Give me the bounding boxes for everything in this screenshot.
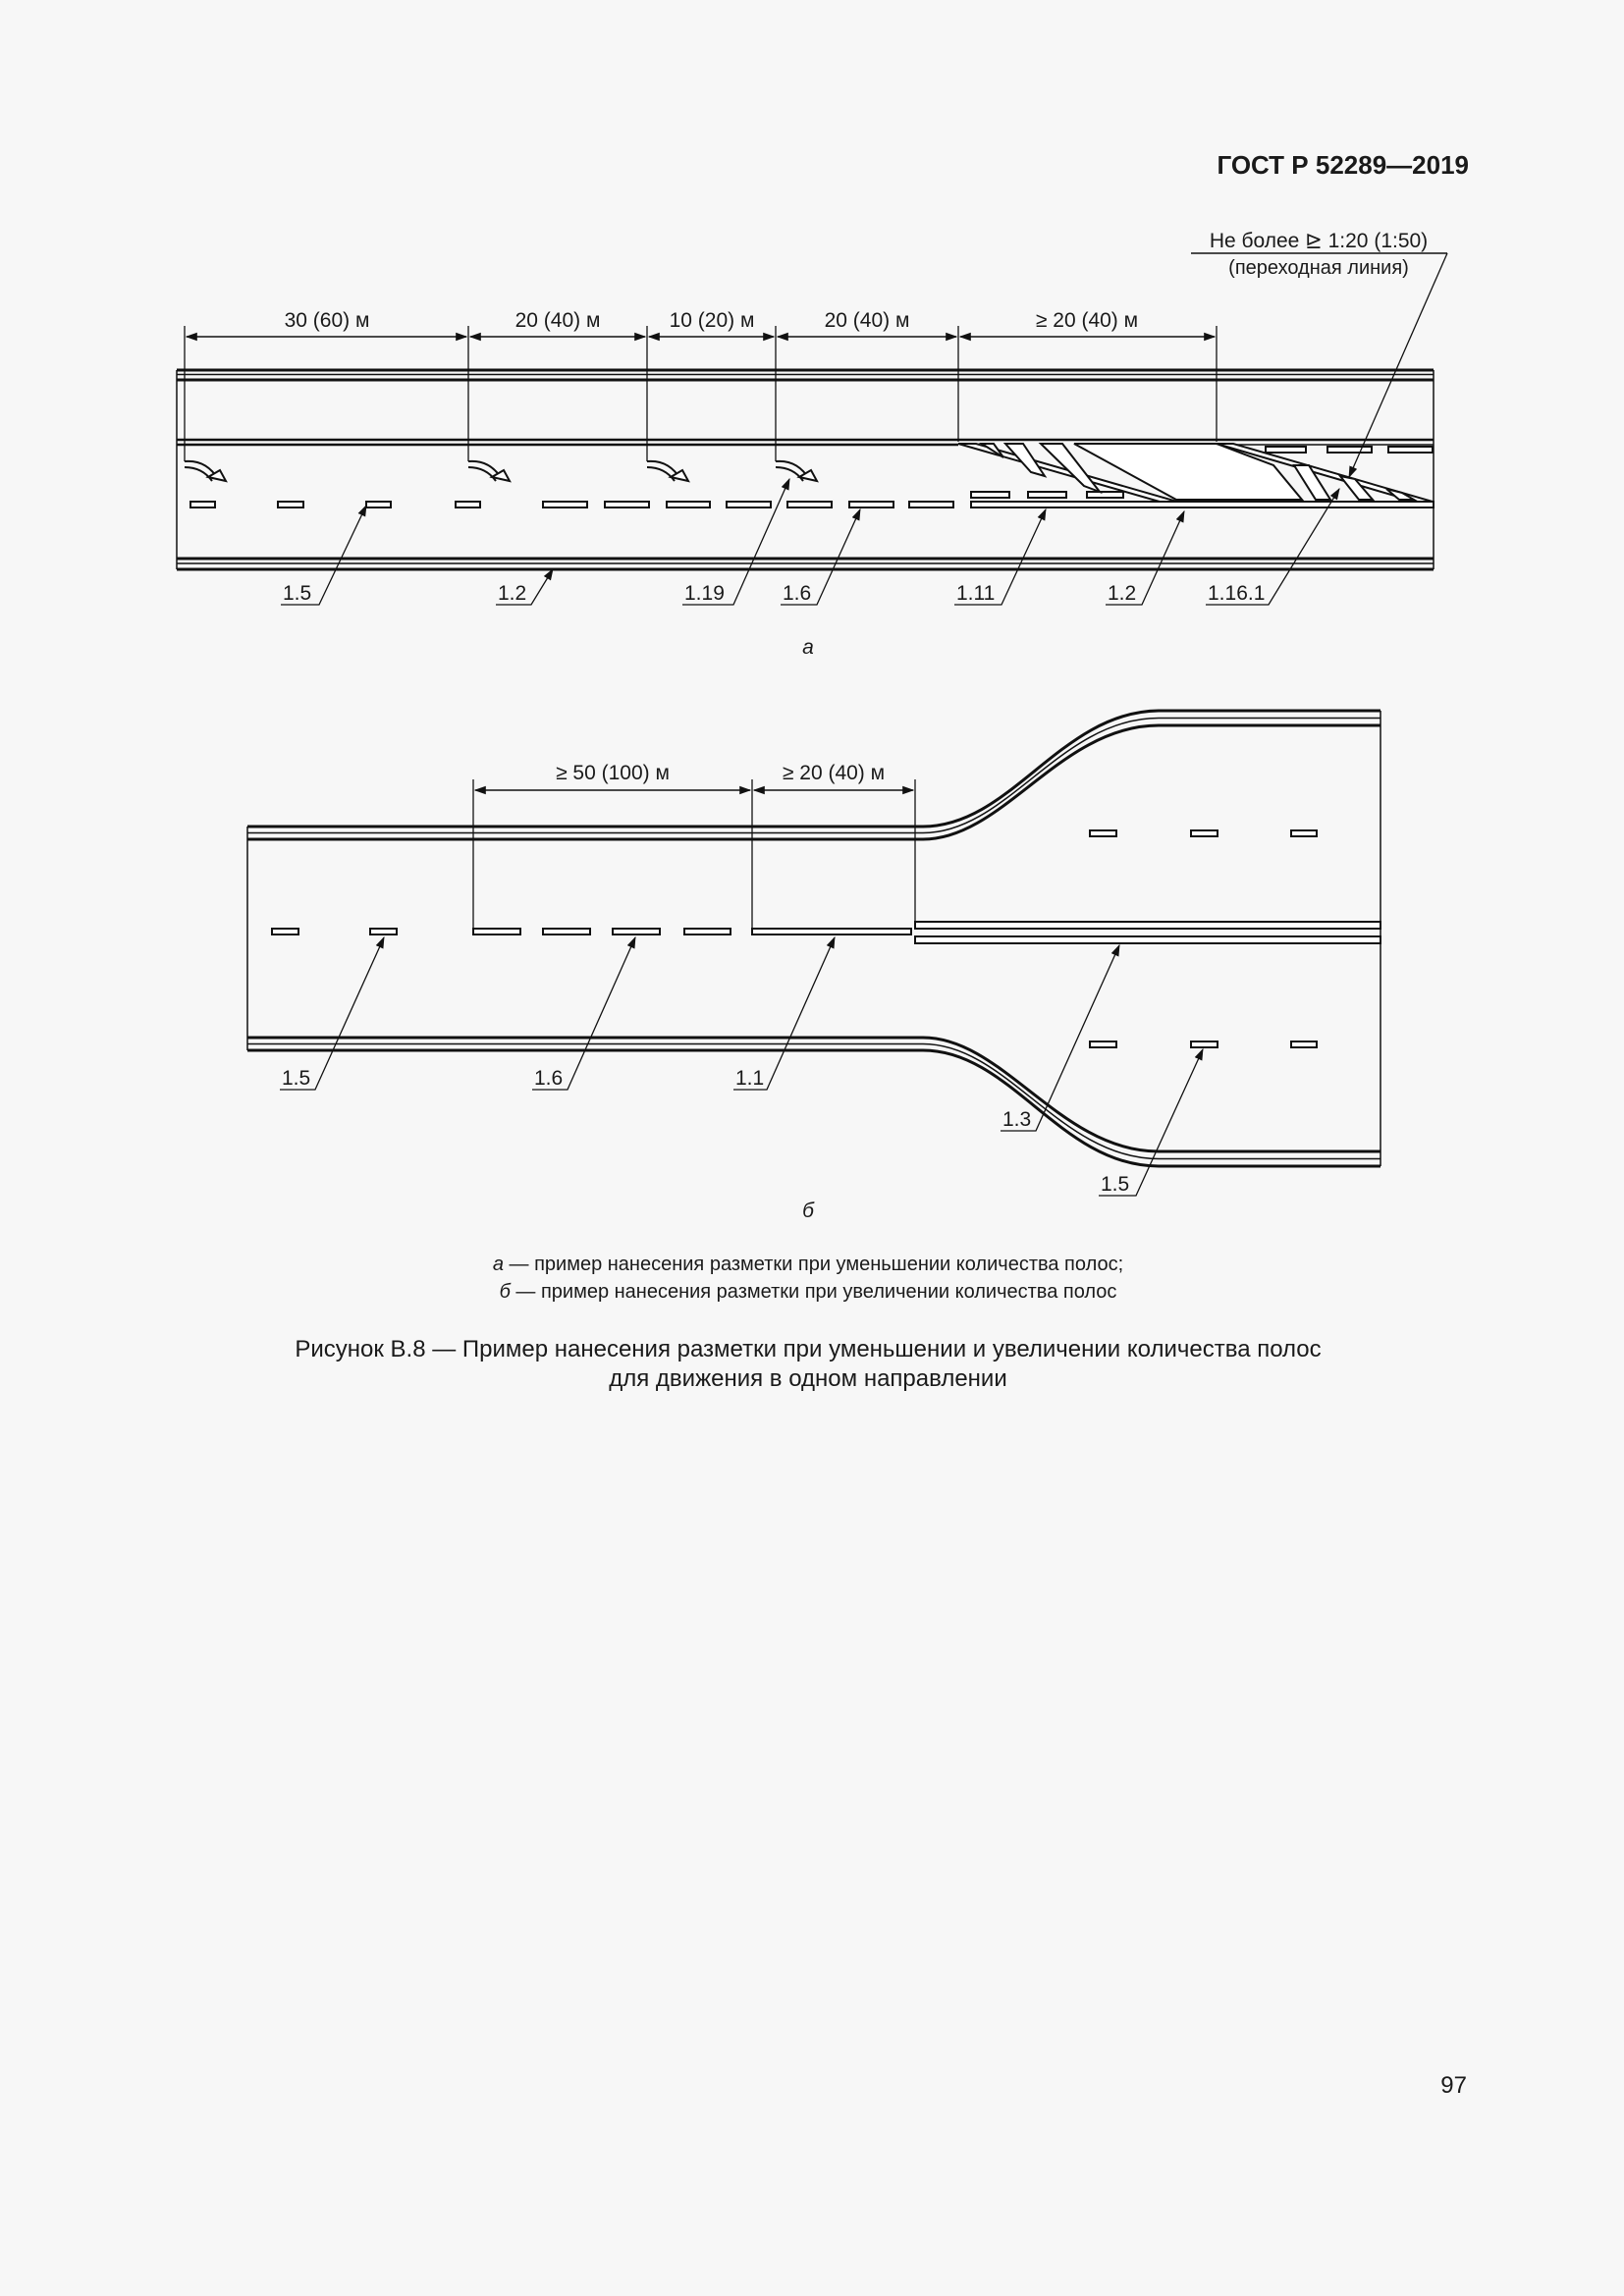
callout-label: 1.5 xyxy=(283,582,312,605)
callout-label: 1.19 xyxy=(684,582,725,605)
legend-text-b: — пример нанесения разметки при увеличении количества полос xyxy=(510,1281,1117,1303)
dimension-label: 10 (20) м xyxy=(669,309,755,332)
figure-b-markings xyxy=(272,830,1380,1047)
callout-label: 1.11 xyxy=(956,582,996,605)
callout-label: 1.16.1 xyxy=(1208,582,1266,605)
figure-a-sublabel: а xyxy=(802,636,814,659)
legend-key-a: а xyxy=(492,1254,504,1275)
figure-caption-line1: Рисунок В.8 — Пример нанесения разметки при уменьшении и увеличении количества полос xyxy=(295,1336,1322,1362)
callout-label: 1.2 xyxy=(1108,582,1137,605)
callout-label: 1.3 xyxy=(1002,1108,1032,1131)
legend-line-b xyxy=(500,1281,1117,1303)
lane-change-arrow-icons xyxy=(185,461,817,481)
dimension-label: ≥ 50 (100) м xyxy=(556,762,670,784)
callout-label: 1.6 xyxy=(783,582,812,605)
figure-b-callouts xyxy=(280,937,1203,1196)
dimension-label: 20 (40) м xyxy=(514,309,601,332)
dimension-label: ≥ 20 (40) м xyxy=(782,762,886,784)
dimension-label: 30 (60) м xyxy=(284,309,370,332)
legend-key-b: б xyxy=(499,1281,511,1303)
figure-b-sublabel: б xyxy=(802,1200,814,1222)
figure-caption-line2: для движения в одном направлении xyxy=(609,1365,1007,1392)
callout-label: 1.5 xyxy=(282,1067,311,1090)
taper-note-sub: (переходная линия) xyxy=(1228,257,1409,279)
legend-line-a xyxy=(493,1254,1123,1275)
dimension-label: ≥ 20 (40) м xyxy=(1035,309,1139,332)
page-number: 97 xyxy=(1440,2072,1467,2099)
legend-text-a: — пример нанесения разметки при уменьшении количества полос; xyxy=(503,1254,1124,1275)
callout-label: 1.1 xyxy=(735,1067,765,1090)
dimension-label: 20 (40) м xyxy=(824,309,910,332)
callout-label: 1.5 xyxy=(1101,1173,1130,1196)
callout-label: 1.6 xyxy=(534,1067,564,1090)
document-code: ГОСТ Р 52289—2019 xyxy=(1217,150,1469,180)
callout-label: 1.2 xyxy=(498,582,527,605)
taper-note: Не более ⊵ 1:20 (1:50) xyxy=(1209,230,1429,252)
figure-b-dimensions xyxy=(473,762,915,929)
